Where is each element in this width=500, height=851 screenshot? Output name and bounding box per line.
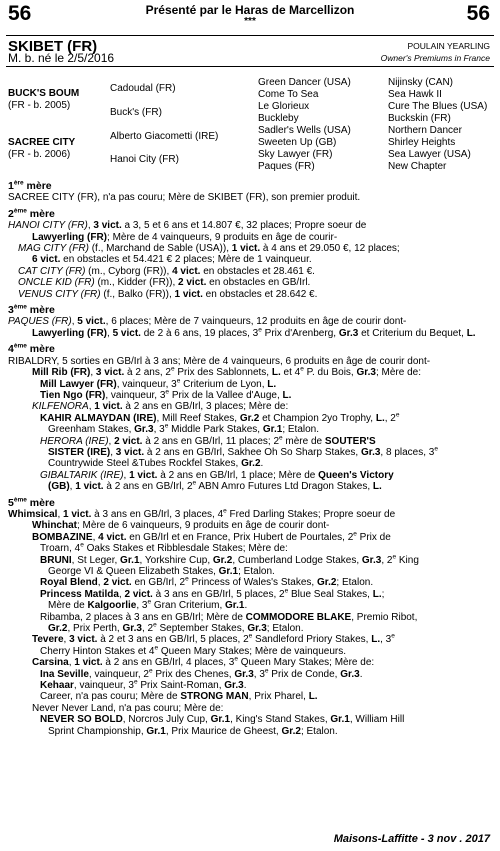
gen3b-4: Buckskin (FR) [388, 113, 451, 124]
pedigree-rule [6, 66, 494, 67]
gen3b-2: Sea Hawk II [388, 89, 442, 100]
produce-herora-2: SISTER (IRE), 3 vict. à 2 ans en GB/Irl, Sakhee Oh So Sharp Stakes, Gr.3, 8 places, 3e Countrywide Steel &Tubes Rockfel Stakes, Gr.2. [48, 445, 438, 470]
produce-mill-rib: Mill Rib (FR), 3 vict. à 2 ans, 2e Prix des Sablonnets, L. et 4e P. du Bois, Gr.3; Mère de: [32, 365, 421, 379]
lot-number-left: 56 [8, 2, 32, 25]
dam-name: SACREE CITY [8, 137, 76, 148]
stars-mark: *** [244, 16, 256, 27]
produce-ina-seville: Ina Seville, vainqueur, 2e Prix des Chenes, Gr.3, 3e Prix de Conde, Gr.3. [40, 667, 363, 680]
catalogue-type: POULAIN YEARLING [407, 41, 490, 51]
third-dam-text: PAQUES (FR), 5 vict., 6 places; Mère de 7 vainqueurs, 12 produits en âge de courir dont- [8, 316, 407, 328]
produce-cat-city: CAT CITY (FR) (m., Cyborg (FR)), 4 vict. en obstacles et 28.461 €. [18, 265, 315, 277]
produce-lawyerling: Lawyerling (FR), 5 vict. de 2 à 6 ans, 19 places, 3e Prix d'Arenberg, Gr.3 et Criterium du Bequet, L. [32, 326, 476, 339]
second-dam-heading: 2ème mère [8, 207, 55, 220]
horse-name: SKIBET (FR) [8, 38, 98, 55]
produce-mill-lawyer: Mill Lawyer (FR), vainqueur, 3e Criterium de Lyon, L. [40, 377, 277, 390]
produce-kilfenora: KILFENORA, 1 vict. à 2 ans en GB/Irl, 3 places; Mère de: [32, 401, 289, 413]
produce-princess-matilda: Princess Matilda, 2 vict. à 3 ans en GB/Irl, 5 places, 2e Blue Seal Stakes, L.; [40, 587, 385, 600]
produce-ribamba-2: Gr.2, Prix Perth, Gr.3, 2e September Stakes, Gr.3; Etalon. [48, 621, 304, 635]
second-dam-text: HANOI CITY (FR), 3 vict. a 3, 5 et 6 ans et 14.807 €, 32 places; Propre soeur de [8, 220, 367, 232]
produce-never-land: Never Never Land, n'a pas couru; Mère de: [32, 702, 224, 714]
produce-mag-city: MAG CITY (FR) (f., Marchand de Sable (USA)), 1 vict. à 4 ans et 29.050 €, 12 places; [18, 243, 400, 255]
produce-kahir: KAHIR ALMAYDAN (IRE), Mill Reef Stakes, Gr.2 et Champion 2yo Trophy, L., 2e [40, 411, 400, 424]
premium-note: Owner's Premiums in France [380, 53, 490, 63]
gen3b-8: New Chapter [388, 161, 447, 172]
gen3a-1: Green Dancer (USA) [258, 77, 351, 88]
first-dam-heading: 1ère mère [8, 179, 52, 192]
gen3b-5: Northern Dancer [388, 125, 462, 136]
produce-tien-ngo: Tien Ngo (FR), vainqueur, 3e Prix de la Vallee d'Auge, L. [40, 388, 292, 401]
gen3b-7: Sea Lawyer (USA) [388, 149, 471, 160]
gen3a-2: Come To Sea [258, 89, 319, 100]
family-text [8, 181, 492, 737]
produce-princess-matilda-2: Mère de Kalgoorlie, 3e Gran Criterium, Gr.1. [48, 598, 248, 612]
produce-herora: HERORA (IRE), 2 vict. à 2 ans en GB/Irl, 11 places; 2e mère de SOUTER'S [40, 434, 376, 447]
consignor-title: Présenté par le Haras de Marcellizon [145, 3, 355, 17]
produce-gibaltarik: GIBALTARIK (IRE), 1 vict. à 2 ans en GB/Irl, 1 place; Mère de Queen's Victory [40, 469, 394, 481]
second-dam-text-2: Lawyerling (FR); Mère de 4 vainqueurs, 9 produits en âge de courir- [32, 231, 338, 243]
gen2-1: Cadoudal (FR) [110, 83, 176, 94]
produce-never-so-bold: NEVER SO BOLD, Norcros July Cup, Gr.1, King's Stand Stakes, Gr.1, William Hill [40, 714, 405, 726]
produce-bruni: BRUNI, St Leger, Gr.1, Yorkshire Cup, Gr.2, Cumberland Lodge Stakes, Gr.3, 2e King [40, 553, 419, 566]
gen3a-8: Paques (FR) [258, 161, 315, 172]
fourth-dam-text: RIBALDRY, 5 sorties en GB/Irl à 3 ans; Mère de 4 vainqueurs, 6 produits en âge de courir dont- [8, 355, 431, 367]
fifth-dam-text: Whimsical, 1 vict. à 3 ans en GB/Irl, 3 places, 4e Fred Darling Stakes; Propre soeur de [8, 507, 396, 520]
horse-details: M. b. né le 2/5/2016 [8, 51, 115, 65]
produce-kehaar: Kehaar, vainqueur, 3e Prix Saint-Roman, Gr.3. [40, 678, 247, 692]
produce-bombazine-2: Troarn, 4e Oaks Stakes et Ribblesdale Stakes; Mère de: [40, 541, 288, 555]
produce-carsina: Carsina, 1 vict. à 2 ans en GB/Irl, 4 places, 3e Queen Mary Stakes; Mère de: [32, 655, 375, 669]
produce-oncle-kid: ONCLE KID (FR) (m., Kidder (FR)), 2 vict. en obstacles en GB/Irl. [18, 277, 311, 289]
lot-number-right: 56 [466, 2, 490, 25]
sire-info: (FR - b. 2005) [8, 100, 71, 111]
top-rule [6, 35, 494, 36]
gen2-4: Hanoi City (FR) [110, 154, 179, 165]
fifth-dam-text-2: Whinchat; Mère de 6 vainqueurs, 9 produits en âge de courir dont- [32, 520, 330, 532]
produce-venus-city: VENUS CITY (FR) (f., Balko (FR)), 1 vict. en obstacles et 28.642 €. [18, 288, 318, 300]
sale-venue-date: Maisons-Laffitte - 3 nov . 2017 [333, 833, 490, 845]
produce-kahir-2: Greenham Stakes, Gr.3, 3e Middle Park Stakes, Gr.1; Etalon. [48, 422, 320, 436]
produce-never-so-bold-2: Sprint Championship, Gr.1, Prix Maurice de Gheest, Gr.2; Etalon. [48, 725, 338, 737]
produce-mag-city-2: 6 vict. en obstacles et 54.421 € 2 places; Mère de 1 vainqueur. [32, 254, 312, 266]
produce-bombazine: BOMBAZINE, 4 vict. en GB/Irl et en France, Prix Hubert de Pourtales, 2e Prix de [32, 530, 391, 543]
third-dam-heading: 3ème mère [8, 303, 55, 317]
fifth-dam-heading: 5ème mère [8, 496, 55, 509]
gen3a-7: Sky Lawyer (FR) [258, 149, 333, 160]
gen3a-6: Sweeten Up (GB) [258, 137, 337, 148]
gen2-2: Buck's (FR) [110, 107, 162, 118]
gen3a-4: Buckleby [258, 113, 299, 124]
produce-ribamba: Ribamba, 2 places à 3 ans en GB/Irl; Mère de COMMODORE BLAKE, Premio Ribot, [40, 611, 418, 623]
produce-royal-blend: Royal Blend, 2 vict. en GB/Irl, 2e Princess of Wales's Stakes, Gr.2; Etalon. [40, 576, 374, 589]
first-dam-text: SACREE CITY (FR), n'a pas couru; Mère de SKIBET (FR), son premier produit. [8, 192, 361, 204]
gen3a-5: Sadler's Wells (USA) [258, 125, 351, 136]
gen3a-3: Le Glorieux [258, 101, 310, 112]
produce-career: Career, n'a pas couru; Mère de STRONG MAN, Prix Pharel, L. [40, 691, 318, 703]
fourth-dam-heading: 4ème mère [8, 342, 55, 356]
gen3b-6: Shirley Heights [388, 137, 456, 148]
produce-tevere: Tevere, 3 vict. à 2 et 3 ans en GB/Irl, 5 places, 2e Sandleford Priory Stakes, L., 3e [32, 633, 395, 646]
gen3b-3: Cure The Blues (USA) [388, 101, 488, 112]
produce-gibaltarik-2: (GB), 1 vict. à 2 ans en GB/Irl, 2e ABN Amro Futures Ltd Dragon Stakes, L. [48, 479, 382, 493]
dam-info: (FR - b. 2006) [8, 149, 71, 160]
produce-bruni-2: George VI & Queen Elizabeth Stakes, Gr.1; Etalon. [48, 566, 275, 577]
gen3b-1: Nijinsky (CAN) [388, 77, 453, 88]
sire-name: BUCK'S BOUM [8, 88, 80, 99]
produce-tevere-2: Cherry Hinton Stakes et 4e Queen Mary Stakes; Mère de vainqueurs. [40, 644, 346, 657]
gen2-3: Alberto Giacometti (IRE) [110, 131, 219, 142]
